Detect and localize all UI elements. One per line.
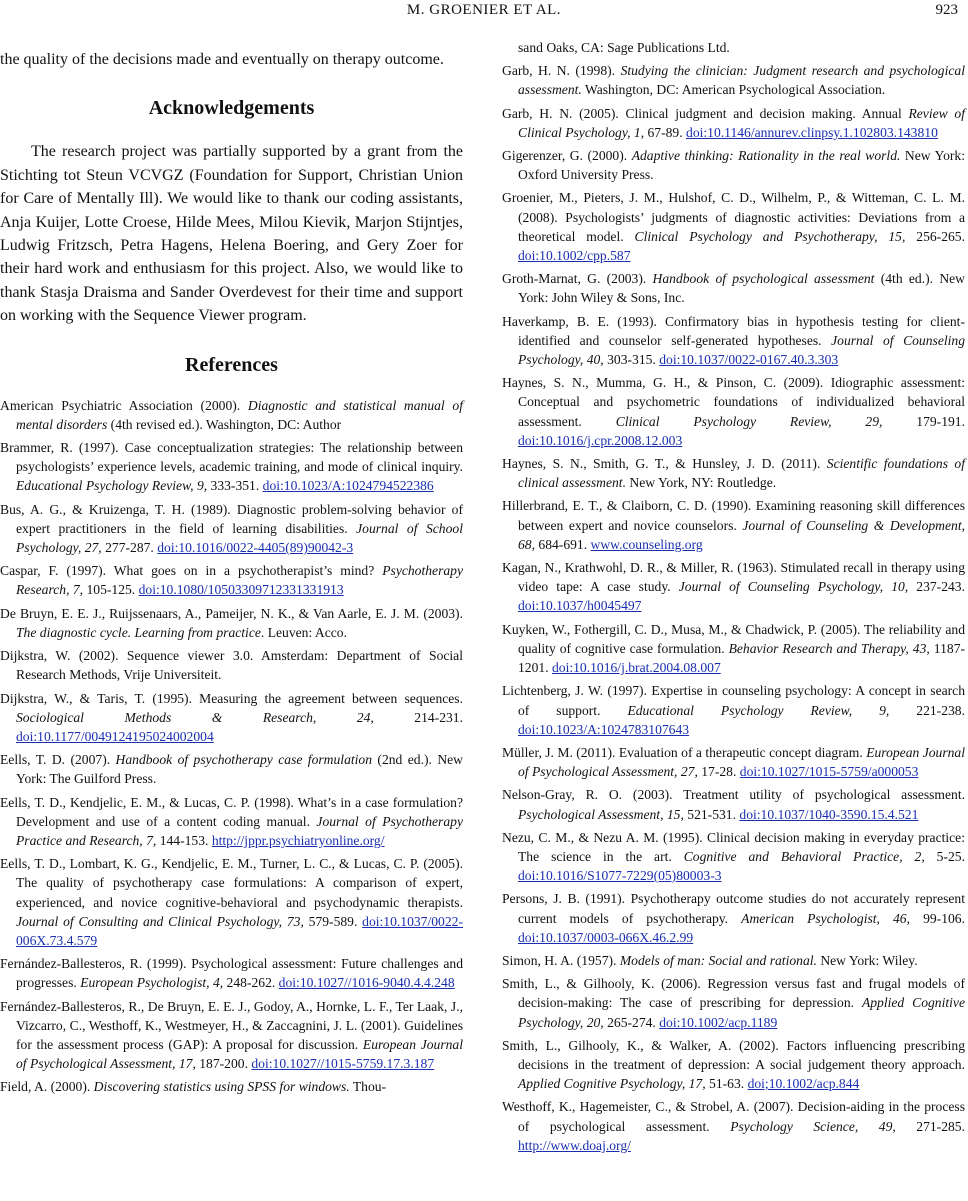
reference-entry [0, 750, 463, 788]
reference-title: Journal of Counseling Psychology, 10, [678, 579, 909, 595]
reference-details: 51-63. [705, 1076, 748, 1092]
reference-authors-text: sand Oaks, CA: Sage Publications Ltd. [518, 40, 730, 55]
reference-title: Applied Cognitive Psychology, 20, [518, 995, 965, 1030]
reference-authors-text: Haverkamp, B. E. (1993). Confirmatory bias in hypothesis testing for client-identified and counselor self-generated hypotheses. [502, 313, 965, 348]
reference-authors-text: Eells, T. D., Kendjelic, E. M., & Lucas, C. P. (1998). What’s in a case formulation? Development and use of a content coding manual. [0, 794, 463, 829]
reference-title: Clinical Psychology and Psychotherapy, 15, [634, 228, 906, 244]
reference-entry [0, 646, 463, 684]
references-heading: References [185, 353, 278, 376]
reference-title: Journal of Psychotherapy Practice and Research, 7, [16, 813, 463, 848]
reference-link[interactable]: doi:10.1027//1015-5759.17.3.187 [251, 1056, 435, 1072]
reference-authors-text: Groth-Marnat, G. (2003). [502, 271, 653, 287]
reference-authors-text: Gigerenzer, G. (2000). [502, 148, 632, 164]
reference-link[interactable]: www.counseling.org [590, 536, 703, 552]
reference-link[interactable]: http://jppr.psychiatryonline.org/ [211, 832, 385, 848]
intro-paragraph: the quality of the decisions made and eventually on therapy outcome. [0, 51, 444, 68]
reference-entry [0, 1077, 463, 1096]
reference-entry [0, 561, 463, 599]
reference-authors-text: De Bruyn, E. E. J., Ruijssenaars, A., Pameijer, N. K., & Van Aarle, E. J. M. (2003). [0, 605, 463, 621]
reference-title: European Psychologist, 4, [80, 975, 224, 991]
reference-authors-text: Brammer, R. (1997). Case conceptualization strategies: The relationship between psychologists’ experience levels, academic training, and mode of clinical inquiry. [0, 440, 463, 475]
reference-link[interactable]: doi:10.1016/S1077-7229(05)80003-3 [518, 868, 722, 884]
reference-link[interactable]: doi:10.1037/1040-3590.15.4.521 [739, 806, 919, 822]
reference-entry [0, 793, 463, 851]
reference-details: Washington, DC: American Psychological Association. [581, 82, 886, 98]
reference-link[interactable]: doi:10.1023/A:1024794522386 [262, 478, 434, 494]
reference-link[interactable]: doi:10.1016/j.brat.2004.08.007 [551, 660, 721, 676]
reference-details: 214-231. [373, 709, 463, 725]
page-number: 923 [935, 2, 958, 18]
reference-list-right [502, 38, 965, 1155]
reference-entry [502, 496, 965, 554]
reference-title: Educational Psychology Review, 9, [16, 478, 208, 494]
reference-entry [502, 828, 965, 886]
reference-authors-text: Field, A. (2000). [0, 1079, 94, 1095]
reference-entry [502, 312, 965, 370]
reference-authors-text: Westhoff, K., Hagemeister, C., & Strobel, A. (2007). Decision-aiding in the process of psychological assessment. [502, 1099, 965, 1134]
reference-details: 256-265. [905, 228, 965, 244]
reference-authors-text: Haynes, S. N., Mumma, G. H., & Pinson, C. (2009). Idiographic assessment: Conceptual and psychometric foundations of individualized behavioral assessment. [502, 375, 965, 429]
reference-title: Educational Psychology Review, 9, [627, 702, 890, 718]
left-column [0, 48, 463, 1101]
reference-authors-text: Garb, H. N. (2005). Clinical judgment and decision making. Annual [502, 105, 909, 121]
running-header [0, 0, 968, 22]
reference-details: (2nd ed.). New York: The Guilford Press. [16, 752, 463, 787]
reference-authors-text: Nelson-Gray, R. O. (2003). Treatment utility of psychological assessment. [502, 787, 965, 803]
reference-authors-text: Hillerbrand, E. T., & Claiborn, C. D. (1990). Examining reasoning skill differences between expert and novice counselors. [502, 498, 965, 533]
reference-authors-text: Haynes, S. N., Smith, G. T., & Hunsley, J. D. (2011). [502, 456, 827, 472]
reference-title: Models of man: Social and rational. [619, 952, 817, 968]
reference-details: 144-153. [156, 832, 212, 848]
reference-entry [502, 38, 965, 57]
reference-authors-text: Eells, T. D. (2007). [0, 752, 116, 768]
reference-details: 265-274. [603, 1014, 660, 1030]
reference-entry [0, 500, 463, 558]
reference-details: 271-285. [895, 1118, 966, 1134]
reference-authors-text: Kuyken, W., Fothergill, C. D., Musa, M., & Chadwick, P. (2005). The reliability and quality of cognitive case formulation. [502, 621, 965, 656]
reference-entry [502, 373, 965, 450]
reference-authors-text: Dijkstra, W., & Taris, T. (1995). Measuring the agreement between sequences. [0, 690, 463, 706]
reference-authors-text: Garb, H. N. (1998). [502, 63, 621, 79]
reference-authors-text: Fernández-Ballesteros, R. (1999). Psychological assessment: Future challenges and progresses. [0, 956, 463, 991]
reference-link[interactable]: doi:10.1177/0049124195024002004 [16, 728, 214, 744]
reference-title: Journal of Counseling & Development, 68, [518, 517, 965, 552]
reference-entry [502, 620, 965, 678]
reference-authors-text: Groenier, M., Pieters, J. M., Hulshof, C. D., Wilhelm, P., & Witteman, C. L. M. (2008). Psychologists’ judgments of diagnostic activities: Deviations from a theoretical model. [502, 190, 965, 244]
reference-link[interactable]: http://www.doaj.org/ [518, 1137, 631, 1153]
reference-authors-text: Fernández-Ballesteros, R., De Bruyn, E. E. J., Godoy, A., Hornke, L. F., Ter Laak, J., Vizcarro, C., Westhoff, K., Westmeyer, H., & Zaccagnini, J. L. (2001). Guidelines for the assessment process (GAP): A proposal for discussion. [0, 998, 463, 1052]
reference-details: 105-125. [83, 582, 139, 598]
reference-title: Diagnostic and statistical manual of mental disorders [16, 397, 463, 432]
reference-entry [0, 954, 463, 992]
reference-entry [502, 269, 965, 307]
reference-authors-text: Smith, L., Gilhooly, K., & Walker, A. (2002). Factors influencing prescribing decisions in the treatment of depression: A social judgement theory approach. [502, 1037, 965, 1072]
reference-authors-text: American Psychiatric Association (2000). [0, 397, 248, 413]
reference-details: 521-531. [683, 806, 740, 822]
reference-details: (4th revised ed.). Washington, DC: Author [107, 416, 342, 432]
acknowledgements-heading: Acknowledgements [148, 97, 315, 120]
reference-entry [502, 743, 965, 781]
reference-link[interactable]: doi:10.1146/annurev.clinpsy.1.102803.143810 [686, 124, 938, 140]
reference-title: The diagnostic cycle. Learning from practice [16, 624, 261, 640]
reference-link[interactable]: doi:10.1002/acp.1189 [659, 1014, 778, 1030]
reference-authors-text: Bus, A. G., & Kruizenga, T. H. (1989). Diagnostic problem-solving behavior of expert practitioners in the field of learning disabilities. [0, 501, 463, 536]
reference-entry [502, 889, 965, 947]
reference-link[interactable]: doi:10.1002/cpp.587 [518, 248, 631, 264]
reference-authors-text: Persons, J. B. (1991). Psychotherapy outcome studies do not accurately represent current models of psychotherapy. [502, 891, 965, 926]
reference-entry [0, 854, 463, 950]
reference-title: Journal of School Psychology, 27, [16, 520, 463, 556]
reference-details: . Leuven: Acco. [260, 624, 347, 640]
reference-link[interactable]: doi:10.1027/1015-5759/a000053 [739, 764, 919, 780]
reference-details: 248-262. [223, 975, 279, 991]
reference-details: 187-200. [195, 1056, 252, 1072]
reference-authors-text: Kagan, N., Krathwohl, D. R., & Miller, R. (1963). Stimulated recall in therapy using video tape: A case study. [502, 560, 965, 595]
reference-details: 684-691. [535, 536, 591, 552]
reference-details: 303-315. [603, 352, 660, 368]
reference-list-left [0, 396, 463, 1097]
reference-entry [502, 681, 965, 739]
reference-entry [502, 558, 965, 616]
reference-details: 179-191. [882, 413, 965, 429]
reference-entry [502, 188, 965, 265]
reference-authors-text: Eells, T. D., Lombart, K. G., Kendjelic, E. M., Turner, L. C., & Lucas, C. P. (2005). The quality of psychotherapy case formulations: A comparison of expert, experienced, and novice cognitive-behavioral and psychodynamic therapists. [0, 856, 463, 910]
reference-link[interactable]: doi:10.1016/0022-4405(89)90042-3 [157, 540, 354, 556]
reference-link[interactable]: doi:10.1037/0003-066X.46.2.99 [518, 929, 694, 945]
reference-entry [502, 146, 965, 184]
reference-title: Adaptive thinking: Rationality in the real world. [631, 148, 901, 164]
reference-title: Behavior Research and Therapy, 43, [728, 640, 930, 656]
reference-entry [0, 604, 463, 642]
reference-title: Psychotherapy Research, 7, [16, 563, 463, 598]
reference-entry [0, 396, 463, 434]
reference-details: 221-238. [889, 702, 965, 718]
reference-details: 333-351. [207, 478, 263, 494]
reference-entry [502, 1036, 965, 1094]
acknowledgements-paragraph: The research project was partially supported by a grant from the Stichting tot Steun VCVGZ (Foundation for Support, Christian Union for Care of Mentally Ill). We would like to thank our coding assistants, Anja Kuijer, Lotte Croese, Hilde Mees, Milou Kievik, Marjon Stijntjes, Ludwig Fritzsch, Petra Hagens, Helena Boering, and Gery Zoer for their hard work and enthusiasm for this project. Also, we would like to thank Stasja Draisma and Sander Overdevest for their time and support on working with the Sequence Viewer program. [0, 143, 463, 325]
reference-details: 277-287. [101, 540, 158, 556]
reference-authors-text: Müller, J. M. (2011). Evaluation of a therapeutic concept diagram. [502, 744, 867, 760]
reference-entry [502, 104, 965, 142]
reference-title: Journal of Consulting and Clinical Psychology, 73, [16, 913, 304, 929]
reference-details: New York: Oxford University Press. [518, 148, 965, 183]
reference-link[interactable]: doi:10.1080/10503309712331331913 [138, 582, 344, 598]
reference-link[interactable]: doi:10.1037/0022-006X.73.4.579 [16, 913, 463, 948]
reference-title: Psychological Assessment, 15, [518, 806, 684, 822]
reference-title: Clinical Psychology Review, 29, [615, 413, 883, 429]
reference-title: Sociological Methods & Research, 24, [16, 709, 374, 725]
reference-details: New York: Wiley. [816, 952, 918, 968]
reference-title: Journal of Counseling Psychology, 40, [518, 332, 965, 368]
running-head: M. GROENIER ET AL. [406, 2, 562, 18]
reference-details: (4th ed.). New York: John Wiley & Sons, Inc. [518, 271, 965, 306]
reference-details: 579-589. [303, 913, 363, 929]
reference-details: 5-25. [924, 848, 965, 864]
reference-authors-text: Caspar, F. (1997). What goes on in a psychotherapist’s mind? [0, 563, 383, 579]
reference-title: European Journal of Psychological Assessment, 17, [16, 1036, 463, 1072]
reference-title: American Psychologist, 46, [741, 910, 911, 926]
reference-title: European Journal of Psychological Assessment, 27, [518, 744, 966, 780]
reference-details: 1187-1201. [518, 640, 966, 676]
reference-details: New York, NY: Routledge. [625, 475, 777, 491]
reference-authors-text: Nezu, C. M., & Nezu A. M. (1995). Clinical decision making in everyday practice: The science in the art. [502, 829, 965, 864]
reference-details: 99-106. [910, 910, 965, 926]
reference-details: 237-243. [908, 579, 965, 595]
reference-details: 17-28. [697, 764, 740, 780]
reference-title: Review of Clinical Psychology, 1, [518, 105, 965, 140]
reference-link[interactable]: doi:10.1027//1016-9040.4.4.248 [278, 975, 455, 991]
reference-authors-text: Dijkstra, W. (2002). Sequence viewer 3.0. Amsterdam: Department of Social Research Methods, Vrije Universiteit. [0, 648, 463, 683]
reference-entry [0, 438, 463, 496]
reference-title: Cognitive and Behavioral Practice, 2, [683, 848, 925, 864]
reference-details: Thou- [349, 1079, 387, 1095]
reference-link[interactable]: doi:10.1037/h0045497 [518, 598, 642, 614]
reference-link[interactable]: doi:10.1016/j.cpr.2008.12.003 [518, 432, 683, 448]
reference-entry [502, 1097, 965, 1155]
reference-title: Handbook of psychotherapy case formulation [115, 752, 373, 768]
reference-title: Discovering statistics using SPSS for windows. [93, 1079, 350, 1095]
reference-authors-text: Smith, L., & Gilhooly, K. (2006). Regression versus fast and frugal models of decision-making: The case of prescribing for depression. [502, 976, 965, 1011]
reference-details: 67-89. [644, 124, 687, 140]
reference-entry [502, 974, 965, 1032]
reference-link[interactable]: doi;10.1002/acp.844 [747, 1076, 860, 1092]
reference-entry [502, 454, 965, 492]
reference-entry [0, 997, 463, 1074]
reference-link[interactable]: doi:10.1037/0022-0167.40.3.303 [659, 352, 839, 368]
reference-link[interactable]: doi:10.1023/A:1024783107643 [518, 721, 690, 737]
reference-authors-text: Lichtenberg, J. W. (1997). Expertise in counseling psychology: A concept in search of support. [502, 683, 965, 718]
reference-entry [502, 951, 965, 970]
right-column [502, 38, 965, 1159]
reference-authors-text: Simon, H. A. (1957). [502, 952, 620, 968]
reference-title: Psychology Science, 49, [730, 1118, 896, 1134]
reference-title: Handbook of psychological assessment [652, 271, 875, 287]
reference-title: Studying the clinician: Judgment research and psychological assessment. [518, 63, 965, 98]
reference-entry [502, 785, 965, 823]
reference-title: Applied Cognitive Psychology, 17, [518, 1076, 706, 1092]
reference-title: Scientific foundations of clinical assessment. [518, 456, 965, 491]
reference-entry [0, 689, 463, 747]
reference-entry [502, 61, 965, 99]
